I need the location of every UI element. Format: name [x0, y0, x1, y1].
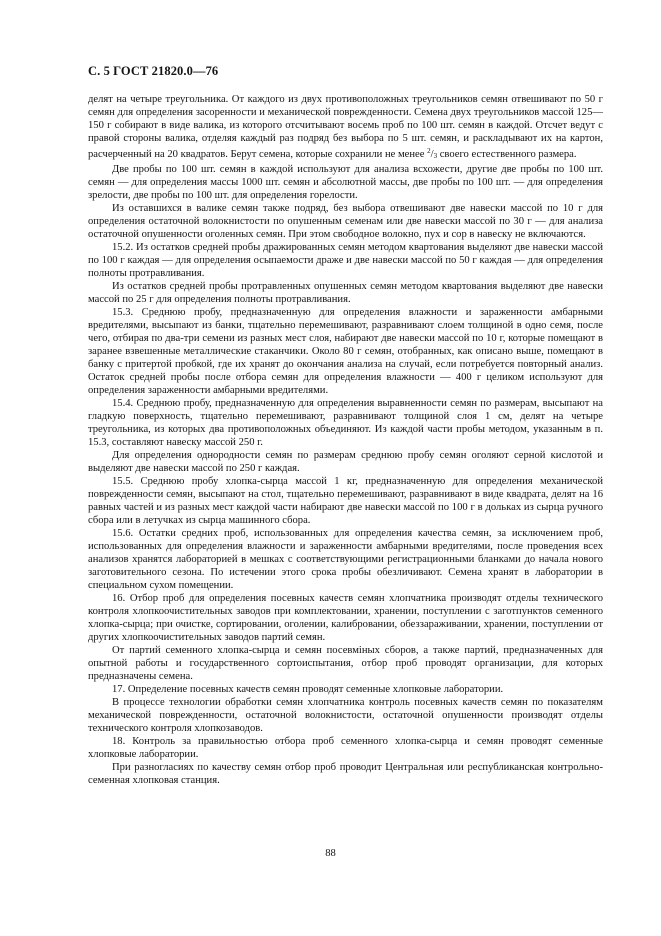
- page-header: С. 5 ГОСТ 21820.0—76: [88, 64, 219, 78]
- paragraph-5: 15.3. Среднюю пробу, предназначенную для определения влажности и зараженности амбарными вредителями, высыпают из банки, тщательно перемешивают, разравнивают слоем толщиной в одно семя, после чего, отбирая по два-три семени из разных мест слоя, набирают две навески массой по 10 г, которые помещают в заранее взвешенные металлические стаканчики. Около 80 г семян, отобранных, как описано выше, помещают в банку с притертой пробкой, где их хранят до окончания анализа на случай, если потребуется повторный анализ. Остаток средней пробы после отбора семян для определения влажности — 400 г целиком используют для определения зараженности амбарными вредителями.: [88, 307, 603, 396]
- paragraph-13: В процессе технологии обработки семян хлопчатника контроль посевных качеств семян по показателям механической поврежденности, остаточной волокнистости, остаточной опушенности производят отделы технического контроля хлопкозаводов.: [88, 697, 603, 734]
- paragraph-0-tail: своего естественного размера.: [439, 149, 577, 160]
- paragraph-14: 18. Контроль за правильностью отбора проб семенного хлопка-сырца и семян проводят семенные хлопковые лаборатории.: [88, 736, 603, 760]
- paragraph-12: 17. Определение посевных качеств семян проводят семенные хлопковые лаборатории.: [112, 684, 504, 695]
- page-number: 88: [325, 848, 336, 859]
- fraction-denominator: 3: [433, 152, 438, 160]
- paragraph-9: 15.6. Остатки средних проб, использованных для определения качества семян, за исключением проб, использованных для определения влажности и зараженности амбарными вредителями, после проведения всех анализов хранятся лабораторией в мешках с соответствующими регистрационными бланками до начала нового заготовительного сезона. По истечении этого срока пробы обезличивают. Семена хранят в лаборатории в специальном сухом помещении.: [88, 528, 603, 591]
- paragraph-3: 15.2. Из остатков средней пробы дражированных семян методом квартования выделяют две навески массой по 100 г каждая — для определения осыпаемости драже и две навески массой по 50 г каждая — для определения полноты протравливания.: [88, 242, 603, 279]
- paragraph-4: Из остатков средней пробы протравленных опушенных семян методом квартования выделяют две навески массой по 25 г для определения полноты протравливания.: [88, 281, 603, 305]
- fraction-numerator: 2: [427, 147, 431, 155]
- paragraph-15: При разногласиях по качеству семян отбор проб проводит Центральная или республиканская контрольно-семенная хлопковая станция.: [88, 762, 603, 786]
- paragraph-6: 15.4. Среднюю пробу, предназначенную для определения выравненности семян по размерам, высыпают на гладкую поверхность, тщательно перемешивают, разравнивают толщиной слоя 1 см, делят на четыре треугольника, из которых два противоположных объединяют. Из каждой части пробы методом, указанным в п. 15.3, составляют навеску массой 250 г.: [88, 398, 603, 448]
- paragraph-2: Из оставшихся в валике семян также подряд, без выбора отвешивают две навески массой по 10 г для определения остаточной волокнистости по опушенным семенам или две навески массой по 30 г — для анализа остаточной опушенности оголенных семян. При этом свободное волокно, пух и сор в навеску не включаются.: [88, 203, 603, 240]
- document-body: [88, 93, 603, 787]
- paragraph-11: От партий семенного хлопка-сырца и семян посевміных сборов, а также партий, предназначенных для опытной работы и государственного сортоиспытания, отбор проб проводят организации, для которых предназначены семена.: [88, 645, 603, 682]
- paragraph-0-text: делят на четыре треугольника. От каждого из двух противоположных треугольников семян отвешивают по 50 г семян для определения засоренности и механической поврежденности. Семена двух треугольников массой 125—150 г собирают в виде валика, из которого отсчитывают восемь проб по 100 шт. семян в каждой. Отсчет ведут с правой стороны валика, отделяя каждый раз подряд без выбора по 5 шт. семян, и раскладывают их на картон, расчерченный на 20 квадратов. Берут семена, которые сохранили не менее: [88, 94, 603, 160]
- paragraph-1: Две пробы по 100 шт. семян в каждой используют для анализа всхожести, другие две пробы по 100 шт. семян — для определения массы 1000 шт. семян и абсолютной массы, две пробы по 100 шт. — для определения зрелости, две пробы по 100 шт. для определения горелости.: [88, 164, 603, 201]
- paragraph-8: 15.5. Среднюю пробу хлопка-сырца массой 1 кг, предназначенную для определения механической поврежденности семян, высыпают на стол, тщательно перемешивают, разравнивают в виде квадрата, делят на 16 равных частей и из разных мест каждой части набирают две навески массой по 100 г в дольках из сырца ручного сбора или в летучках из сырца машинного сбора.: [88, 476, 603, 526]
- paragraph-7: Для определения однородности семян по размерам среднюю пробу семян оголяют серной кислотой и выделяют две навески массой по 250 г каждая.: [88, 450, 603, 474]
- paragraph-0: делят на четыре треугольника. От каждого из двух противоположных треугольников семян отвешивают по 50 г семян для определения засоренности и механической поврежденности. Семена двух треугольников массой 125—150 г собирают в виде валика, из которого отсчитывают восемь проб по 100 шт. семян в каждой. Отсчет ведут с правой стороны валика, отделяя каждый раз подряд без выбора по 5 шт. семян, и раскладывают их на картон, расчерченный на 20 квадратов. Берут семена, которые сохранили не менее $^2/_3$ своего естественного размера.: [88, 94, 603, 160]
- paragraph-10: 16. Отбор проб для определения посевных качеств семян хлопчатника производят отделы технического контроля хлопкоочистительных заводов при комплектовании, хранении, поступлении с заготпунктов семенного хлопка-сырца; при очистке, сортировании, оголении, калибровании, обеззараживании, хранении, поступлении от других хлопкоочистительных заводов партий семян.: [88, 593, 603, 643]
